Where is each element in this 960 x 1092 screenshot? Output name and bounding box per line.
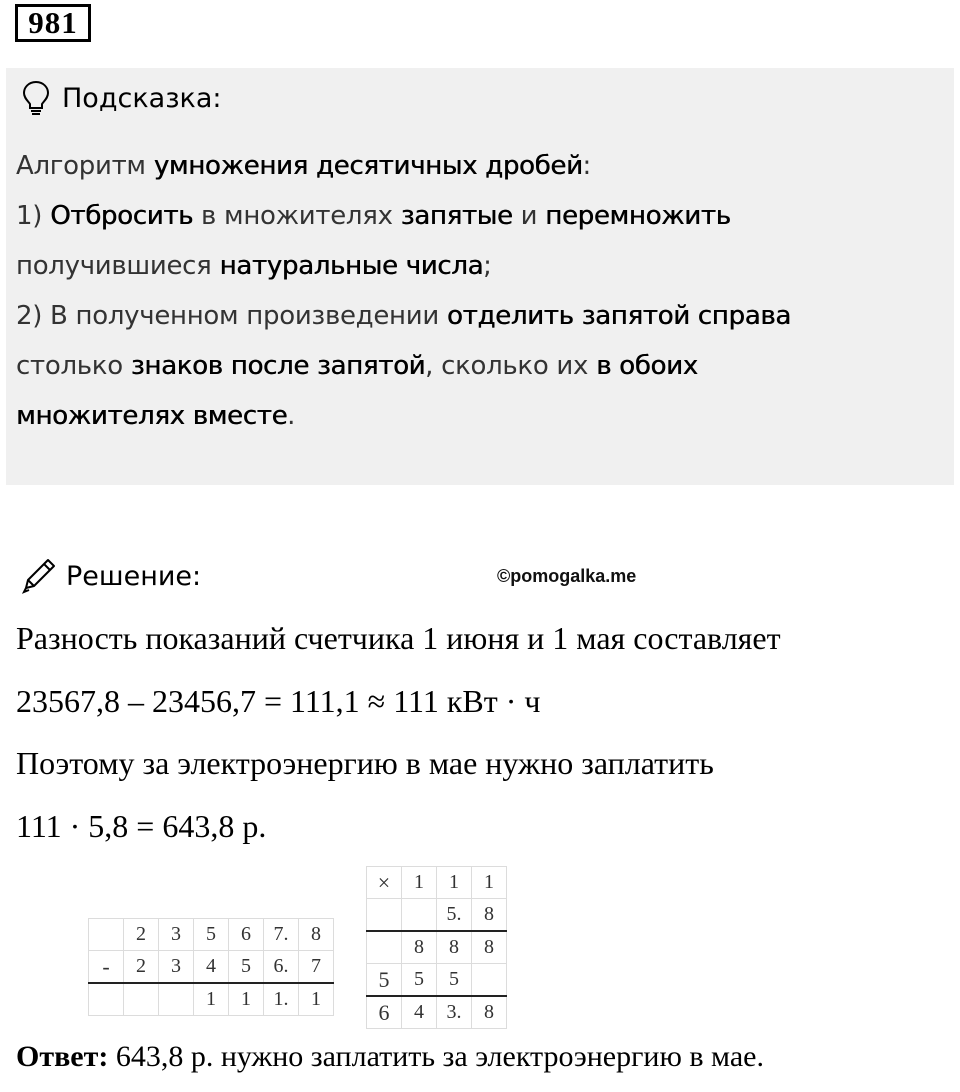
hint-segment: ;	[483, 251, 492, 281]
grid-cell: 8	[437, 931, 472, 964]
hint-segment: Алгоритм	[16, 151, 154, 181]
multiplication-column-grid	[366, 866, 507, 1029]
grid-cell: 8	[299, 919, 334, 951]
grid-cell: ×	[367, 867, 402, 899]
hint-segment: в множителях	[193, 201, 401, 231]
solution-line-3: Поэтому за электроэнергию в мае нужно заплатить	[16, 745, 714, 781]
hint-segment: столько	[16, 351, 131, 381]
grid-cell: 6	[229, 919, 264, 951]
grid-row	[367, 867, 507, 899]
answer-label: Ответ:	[16, 1040, 109, 1073]
grid-cell: 5	[229, 951, 264, 984]
grid-row	[367, 931, 507, 964]
grid-row	[89, 919, 334, 951]
grid-row	[367, 996, 507, 1029]
solution-heading	[18, 554, 201, 598]
grid-cell: 3	[159, 951, 194, 984]
grid-cell: 1	[472, 867, 507, 899]
grid-cell	[124, 983, 159, 1016]
hint-line	[16, 341, 941, 391]
hint-emphasis: множителях вместе	[16, 401, 288, 431]
hint-line	[16, 241, 941, 291]
grid-cell: 4	[402, 996, 437, 1029]
grid-cell: 5	[367, 964, 402, 997]
grid-cell: 5	[402, 964, 437, 997]
grid-cell: 2	[124, 951, 159, 984]
grid-cell: 6.	[264, 951, 299, 984]
grid-cell: 5.	[437, 899, 472, 932]
hint-emphasis: запятые	[400, 201, 513, 231]
grid-cell: 1	[402, 867, 437, 899]
hint-segment: и	[512, 201, 546, 231]
hint-segment: .	[287, 401, 296, 431]
pencil-icon	[18, 556, 58, 596]
hint-emphasis: отделить запятой справа	[446, 301, 791, 331]
hint-line	[16, 141, 941, 191]
solution-title: Решение:	[66, 560, 202, 592]
grid-cell	[159, 983, 194, 1016]
answer	[16, 1040, 764, 1074]
grid-cell: 6	[367, 996, 402, 1029]
hint-text	[16, 141, 941, 441]
hint-emphasis: знаков после запятой	[130, 351, 426, 381]
grid-cell: 5	[437, 964, 472, 997]
grid-row	[89, 983, 334, 1016]
grid-cell: 7	[299, 951, 334, 984]
grid-cell: -	[89, 951, 124, 984]
task-number: 981	[15, 4, 91, 42]
grid-cell: 5	[194, 919, 229, 951]
grid-cell	[402, 899, 437, 932]
grid-cell: 3	[159, 919, 194, 951]
solution-line-4: 111 · 5,8 = 643,8 р.	[16, 808, 267, 844]
hint-emphasis: натуральные числа	[219, 251, 484, 281]
hint-emphasis: перемножить	[545, 201, 731, 231]
grid-cell: 2	[124, 919, 159, 951]
lightbulb-icon	[22, 80, 50, 116]
grid-cell	[367, 931, 402, 964]
grid-row	[367, 899, 507, 932]
hint-segment: , сколько их	[425, 351, 597, 381]
hint-title: Подсказка:	[62, 82, 222, 114]
solution-line-2: 23567,8 – 23456,7 = 111,1 ≈ 111 кВт · ч	[16, 683, 541, 719]
hint-segment: :	[582, 151, 592, 181]
answer-text: 643,8 р. нужно заплатить за электроэнергию в мае.	[108, 1040, 764, 1073]
hint-segment: получившиеся	[16, 251, 220, 281]
hint-emphasis: умножения десятичных дробей	[153, 151, 583, 181]
grid-cell: 8	[472, 899, 507, 932]
grid-cell: 1	[229, 983, 264, 1016]
watermark: ©pomogalka.me	[497, 566, 637, 586]
grid-cell: 8	[472, 996, 507, 1029]
hint-emphasis: Отбросить	[50, 201, 194, 231]
grid-cell: 1.	[264, 983, 299, 1016]
hint-heading	[22, 78, 222, 118]
grid-cell: 3.	[437, 996, 472, 1029]
grid-cell: 4	[194, 951, 229, 984]
grid-row	[89, 951, 334, 984]
grid-cell: 1	[194, 983, 229, 1016]
grid-cell	[472, 964, 507, 997]
hint-box	[6, 68, 954, 485]
grid-cell: 7.	[264, 919, 299, 951]
subtraction-column-grid	[88, 918, 334, 1016]
grid-cell	[89, 983, 124, 1016]
grid-cell: 1	[299, 983, 334, 1016]
grid-cell	[89, 919, 124, 951]
solution-line-1: Разность показаний счетчика 1 июня и 1 мая составляет	[16, 620, 781, 656]
grid-cell: 8	[402, 931, 437, 964]
grid-cell	[367, 899, 402, 932]
hint-line	[16, 291, 941, 341]
grid-cell: 1	[437, 867, 472, 899]
hint-segment: 2) В полученном произведении	[16, 301, 447, 331]
hint-segment: 1)	[16, 201, 51, 231]
grid-row	[367, 964, 507, 997]
hint-emphasis: в обоих	[596, 351, 698, 381]
grid-cell: 8	[472, 931, 507, 964]
hint-line	[16, 191, 941, 241]
hint-line	[16, 391, 941, 441]
